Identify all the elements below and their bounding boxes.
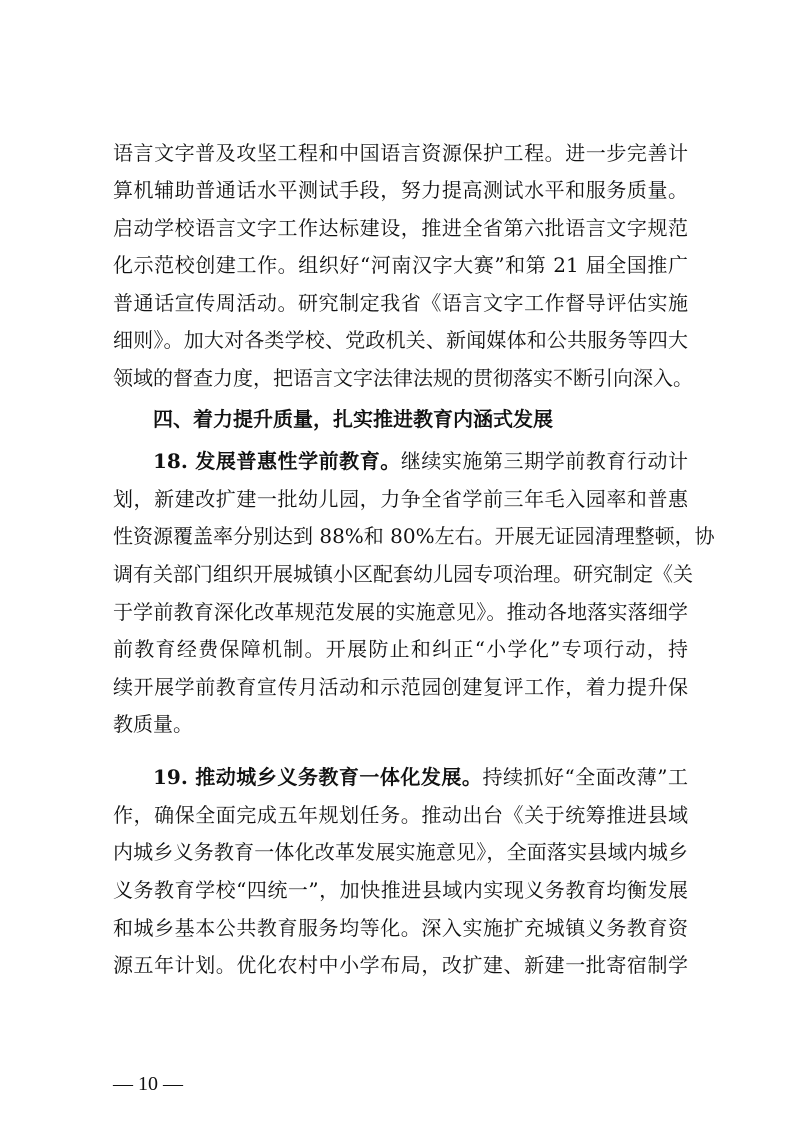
body-text-line: 普通话宣传周活动。研究制定我省《语言文字工作督导评估实施 [113, 291, 688, 315]
body-text-line: 性资源覆盖率分别达到 88%和 80%左右。开展无证园清理整顿，协 [113, 524, 715, 548]
body-text-line: 续开展学前教育宣传月活动和示范园创建复评工作，着力提升保 [113, 675, 688, 699]
body-text-line: 义务教育学校“四统一”，加快推进县域内实现义务教育均衡发展 [113, 878, 688, 902]
body-text-line: 和城乡基本公共教育服务均等化。深入实施扩充城镇义务教育资 [113, 916, 688, 940]
body-text-line: 前教育经费保障机制。开展防止和纠正“小学化”专项行动，持 [113, 637, 688, 661]
body-text-line: 启动学校语言文字工作达标建设，推进全省第六批语言文字规范 [113, 216, 688, 240]
body-text-line: 内城乡义务教育一体化改革发展实施意见》，全面落实县域内城乡 [113, 840, 688, 864]
paragraph-18-text: 继续实施第三期学前教育行动计 [400, 449, 688, 473]
section-heading: 四、着力提升质量，扎实推进教育内涵式发展 [153, 407, 553, 431]
body-text-line: 划，新建改扩建一批幼儿园，力争全省学前三年毛入园率和普惠 [113, 487, 688, 511]
paragraph-19-first-line [153, 759, 688, 796]
paragraph-19-text: 持续抓好“全面改薄”工 [482, 765, 688, 789]
page-number: — 10 — [113, 1073, 183, 1095]
paragraph-19-lead: 19. 推动城乡义务教育一体化发展。 [153, 765, 483, 789]
body-text-line: 语言文字普及攻坚工程和中国语言资源保护工程。进一步完善计 [113, 141, 688, 165]
body-text-line: 算机辅助普通话水平测试手段，努力提高测试水平和服务质量。 [113, 178, 688, 202]
body-text-line: 于学前教育深化改革规范发展的实施意见》。推动各地落实落细学 [113, 600, 688, 624]
body-text-line: 调有关部门组织开展城镇小区配套幼儿园专项治理。研究制定《关 [113, 562, 693, 586]
body-text-line: 化示范校创建工作。组织好“河南汉字大赛”和第 21 届全国推广 [113, 253, 688, 277]
body-text-line: 领域的督查力度，把语言文字法律法规的贯彻落实不断引向深入。 [113, 366, 693, 390]
body-text-line: 教质量。 [113, 712, 193, 736]
body-text-line: 细则》。加大对各类学校、党政机关、新闻媒体和公共服务等四大 [113, 328, 688, 352]
body-text-line: 作，确保全面完成五年规划任务。推动出台《关于统筹推进县域 [113, 803, 688, 827]
body-text-line: 源五年计划。优化农村中小学布局，改扩建、新建一批寄宿制学 [113, 953, 688, 977]
paragraph-18-lead: 18. 发展普惠性学前教育。 [153, 449, 401, 473]
paragraph-18-first-line [153, 443, 688, 480]
